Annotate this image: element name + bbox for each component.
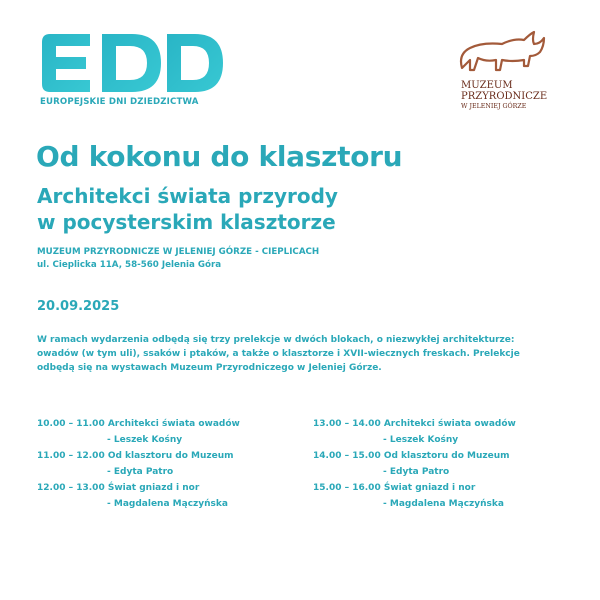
schedule-item-time: 11.00 – 12.00 Od klasztoru do Muzeum: [37, 451, 234, 461]
event-date: 20.09.2025: [37, 299, 120, 314]
venue-address: ul. Cieplicka 11A, 58-560 Jelenia Góra: [37, 260, 222, 270]
museum-line1: MUZEUM: [461, 80, 513, 91]
schedule-item-time: 10.00 – 11.00 Architekci świata owadów: [37, 419, 240, 429]
edd-logo: [40, 32, 225, 94]
schedule-item-time: 12.00 – 13.00 Świat gniazd i nor: [37, 483, 200, 493]
rhino-logo-icon: [452, 30, 552, 80]
schedule-item-time: 14.00 – 15.00 Od klasztoru do Muzeum: [313, 451, 510, 461]
subtitle-line2: w pocysterskim klasztorze: [37, 210, 336, 234]
museum-line2: PRZYRODNICZE: [461, 91, 548, 102]
venue: [37, 246, 319, 272]
schedule-right: [313, 416, 516, 512]
page-title: Od kokonu do klasztoru: [36, 140, 403, 173]
schedule-item-time: 13.00 – 14.00 Architekci świata owadów: [313, 419, 516, 429]
schedule-item-speaker: - Edyta Patro: [107, 467, 174, 477]
edd-subtitle: EUROPEJSKIE DNI DZIEDZICTWA: [40, 97, 199, 107]
museum-line3: W JELENIEJ GÓRZE: [461, 103, 527, 110]
schedule-item-speaker: - Leszek Kośny: [383, 435, 459, 445]
subtitle: [37, 183, 338, 235]
schedule-item-speaker: - Magdalena Mączyńska: [383, 499, 504, 509]
schedule-left: [37, 416, 240, 512]
schedule-item-speaker: - Edyta Patro: [383, 467, 450, 477]
event-description: W ramach wydarzenia odbędą się trzy prelekcje w dwóch blokach, o niezwykłej architekturze: owadów (w tym uli), ssaków i ptaków, a także o klasztorze i XVII-wiecznych freskach. Prelekcje odbędą się na wystawach Muzeum Przyrodniczego w Jeleniej Górze.: [37, 335, 520, 373]
schedule-item-speaker: - Leszek Kośny: [107, 435, 183, 445]
museum-name: [461, 80, 547, 112]
schedule-item-time: 15.00 – 16.00 Świat gniazd i nor: [313, 483, 476, 493]
schedule-item-speaker: - Magdalena Mączyńska: [107, 499, 228, 509]
subtitle-line1: Architekci świata przyrody: [37, 184, 338, 208]
venue-name: MUZEUM PRZYRODNICZE W JELENIEJ GÓRZE - CIEPLICACH: [37, 247, 320, 257]
